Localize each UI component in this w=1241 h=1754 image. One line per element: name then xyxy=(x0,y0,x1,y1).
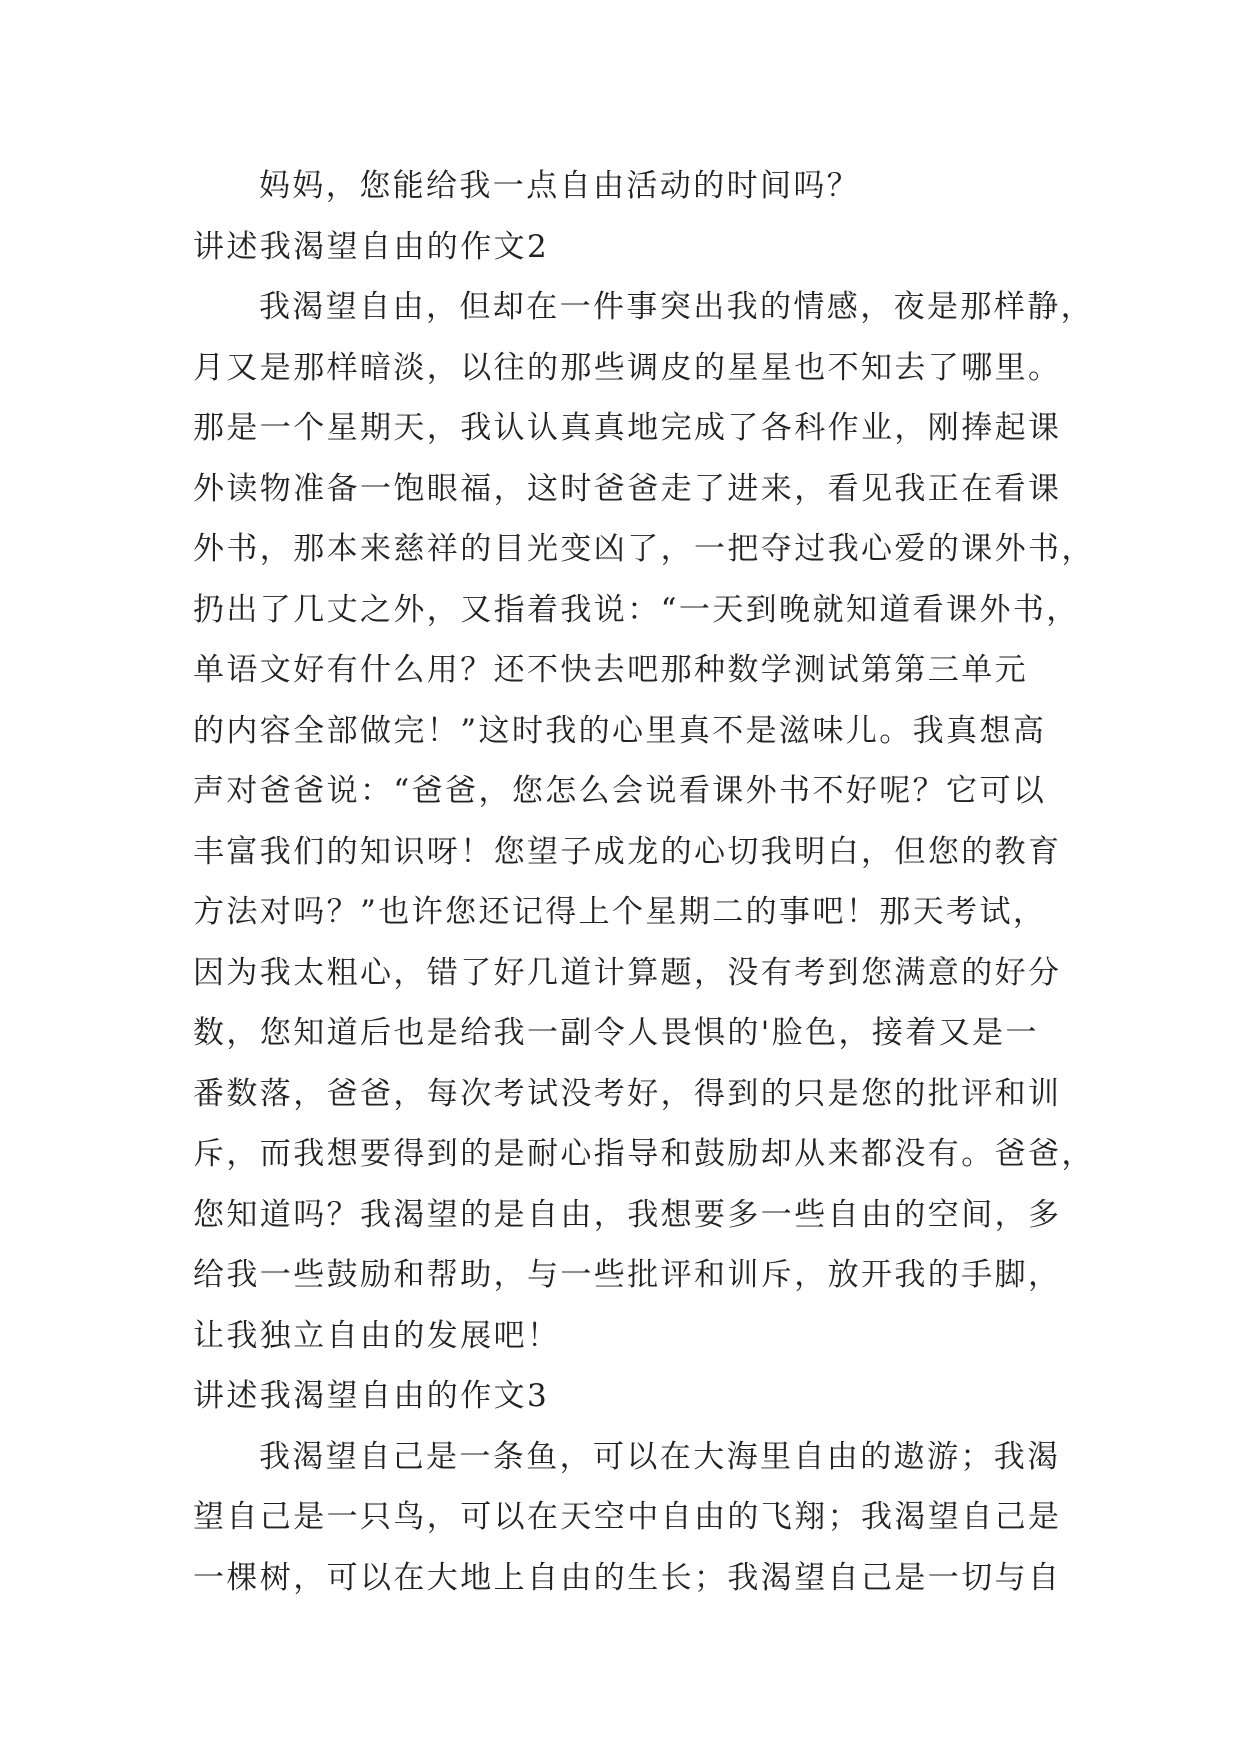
paragraph-line: 因为我太粗心，错了好几道计算题，没有考到您满意的好分 xyxy=(193,954,1062,991)
paragraph-line: 让我独立自由的发展吧！ xyxy=(193,1317,561,1354)
paragraph-line: 番数落，爸爸，每次考试没考好，得到的只是您的批评和训 xyxy=(193,1075,1062,1112)
paragraph-line: 外读物准备一饱眼福，这时爸爸走了进来，看见我正在看课 xyxy=(193,470,1062,507)
section-body xyxy=(193,1427,1062,1609)
paragraph-line: 我渴望自己是一条鱼，可以在大海里自由的遨游；我渴 xyxy=(259,1438,1061,1475)
paragraph-line: 单语文好有什么用？还不快去吧那种数学测试第第三单元 xyxy=(193,652,1028,688)
paragraph-line: 我渴望自由，但却在一件事突出我的情感，夜是那样静， xyxy=(259,289,1094,325)
section-body xyxy=(193,277,1095,1366)
paragraph-line: 您知道吗？我渴望的是自由，我想要多一些自由的空间，多 xyxy=(193,1196,1062,1233)
section-heading: 讲述我渴望自由的作文3 xyxy=(193,1378,550,1414)
paragraph-line: 那是一个星期天，我认认真真地完成了各科作业，刚捧起课 xyxy=(193,410,1062,446)
paragraph-line: 给我一些鼓励和帮助，与一些批评和训斥，放开我的手脚， xyxy=(193,1257,1062,1293)
paragraph-line: 数，您知道后也是给我一副令人畏惧的'脸色，接着又是一 xyxy=(193,1015,1039,1051)
paragraph-line: 外书，那本来慈祥的目光变凶了，一把夺过我心爱的课外书， xyxy=(193,531,1095,567)
paragraph-line: 一棵树，可以在大地上自由的生长；我渴望自己是一切与自 xyxy=(193,1559,1062,1596)
document-page xyxy=(193,156,1095,1608)
paragraph-line: 的内容全部做完！”这时我的心里真不是滋味儿。我真想高 xyxy=(193,712,1047,749)
paragraph-line: 望自己是一只鸟，可以在天空中自由的飞翔；我渴望自己是 xyxy=(193,1499,1062,1535)
paragraph-line: 丰富我们的知识呀！您望子成龙的心切我明白，但您的教育 xyxy=(193,833,1062,870)
paragraph-line: 声对爸爸说：“爸爸，您怎么会说看课外书不好呢？它可以 xyxy=(193,773,1047,809)
paragraph-line: 妈妈，您能给我一点自由活动的时间吗？ xyxy=(259,168,861,204)
paragraph-line: 扔出了几丈之外，又指着我说：“一天到晚就知道看课外书， xyxy=(193,591,1080,628)
paragraph-line: 方法对吗？”也许您还记得上个星期二的事吧！那天考试， xyxy=(193,894,1047,930)
section-heading: 讲述我渴望自由的作文2 xyxy=(193,228,550,265)
paragraph-line: 月又是那样暗淡，以往的那些调皮的星星也不知去了哪里。 xyxy=(193,349,1062,386)
paragraph-line: 斥，而我想要得到的是耐心指导和鼓励却从来都没有。爸爸， xyxy=(193,1136,1095,1172)
